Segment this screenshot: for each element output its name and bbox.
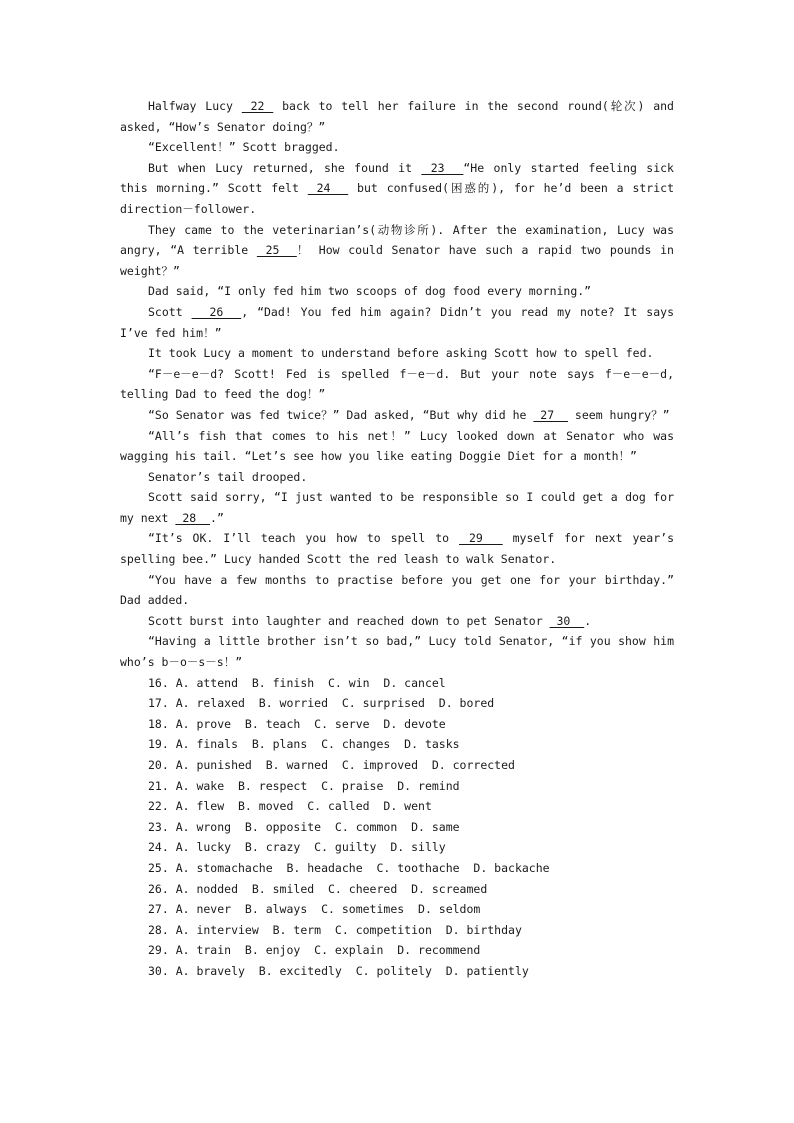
passage-paragraph xyxy=(120,302,674,343)
paragraph-text: back to tell her failure in the second round(轮次) and asked, “How’s Senator doing？” xyxy=(120,99,674,134)
paragraph-text: It took Lucy a moment to understand before asking Scott how to spell fed. xyxy=(148,346,654,361)
paragraph-text: myself for next year’s spelling bee.” Lucy handed Scott the red leash to walk Senator. xyxy=(120,531,674,567)
paragraph-text: Scott said sorry, “I just wanted to be responsible so I could get a dog for my next xyxy=(120,490,674,525)
answer-blank: 27 xyxy=(533,407,568,422)
passage-paragraph xyxy=(120,281,674,302)
option-line: 18. A. prove B. teach C. serve D. devote xyxy=(148,716,446,731)
option-line: 26. A. nodded B. smiled C. cheered D. screamed xyxy=(148,881,488,896)
answer-options xyxy=(120,673,674,982)
passage-paragraph xyxy=(120,405,674,426)
passage-paragraph xyxy=(120,570,674,611)
paragraph-text: . xyxy=(584,613,592,628)
passage-paragraph xyxy=(120,364,674,405)
paragraph-text: Halfway Lucy xyxy=(148,99,242,113)
option-line: 21. A. wake B. respect C. praise D. remind xyxy=(148,778,460,793)
passage-paragraph xyxy=(120,158,674,220)
option-line: 17. A. relaxed B. worried C. surprised D. bored xyxy=(148,696,495,711)
answer-blank: 30 xyxy=(549,613,585,628)
paragraph-text: “F－e－e－d? Scott! Fed is spelled f－e－d. But your note says f－e－e－d, telling Dad to feed the dog！” xyxy=(120,366,674,402)
passage-paragraph xyxy=(120,611,674,632)
paragraph-text: “All’s fish that comes to his net！” Lucy looked down at Senator who was wagging his tail. “Let’s see how you like eating Doggie Diet for a month！” xyxy=(120,428,674,464)
passage-paragraph xyxy=(120,528,674,569)
option-line: 27. A. never B. always C. sometimes D. seldom xyxy=(148,902,481,917)
paragraph-text: .” xyxy=(210,510,224,525)
option-line: 20. A. punished B. warned C. improved D. corrected xyxy=(148,758,515,772)
answer-blank: 26 xyxy=(191,304,242,319)
passage-paragraph xyxy=(120,467,674,488)
option-line: 23. A. wrong B. opposite C. common D. same xyxy=(148,819,460,834)
option-line: 24. A. lucky B. crazy C. guilty D. silly xyxy=(148,840,446,855)
option-line: 29. A. train B. enjoy C. explain D. recommend xyxy=(148,943,481,958)
passage-paragraph xyxy=(120,487,674,528)
option-line: 19. A. finals B. plans C. changes D. tasks xyxy=(148,737,460,752)
passage-paragraph xyxy=(120,426,674,467)
paragraph-text: But when Lucy returned, she found it xyxy=(148,160,422,175)
paragraph-text: , “Dad! You fed him again? Didn’t you read my note? It says I’ve fed him！” xyxy=(120,304,674,340)
answer-blank: 28 xyxy=(175,510,211,525)
paragraph-text: but confused(困惑的), for he’d been a strict direction－follower. xyxy=(120,181,675,216)
option-line: 22. A. flew B. moved C. called D. went xyxy=(148,799,432,814)
answer-blank: 22 xyxy=(241,99,274,113)
answer-blank: 23 xyxy=(421,160,464,175)
paragraph-text: Dad said, “I only fed him two scoops of dog food every morning.” xyxy=(148,284,592,299)
paragraph-text: They came to the veterinarian’s(动物诊所). After the examination, Lucy was angry, “A terrible xyxy=(120,222,674,258)
option-line: 16. A. attend B. finish C. win D. cancel xyxy=(148,675,446,690)
paragraph-text: ！ How could Senator have such a rapid two pounds in weight？” xyxy=(120,243,674,278)
answer-blank: 25 xyxy=(256,243,297,258)
answer-blank: 29 xyxy=(459,531,503,546)
passage-paragraph xyxy=(120,631,674,672)
option-line: 28. A. interview B. term C. competition D. birthday xyxy=(148,922,522,937)
document-page xyxy=(120,96,674,982)
paragraph-text: “Having a little brother isn’t so bad,” Lucy told Senator, “if you show him who’s b－o－s－s！” xyxy=(120,634,674,670)
paragraph-text: “You have a few months to practise before you get one for your birthday.” Dad added. xyxy=(120,572,674,608)
option-line: 30. A. bravely B. excitedly C. politely D. patiently xyxy=(148,963,529,978)
paragraph-text: “So Senator was fed twice？” Dad asked, “But why did he xyxy=(148,407,534,422)
passage xyxy=(120,96,674,673)
passage-paragraph xyxy=(120,96,674,137)
paragraph-text: “Excellent！” Scott bragged. xyxy=(148,140,340,155)
paragraph-text: Scott xyxy=(148,304,192,319)
paragraph-text: “It’s OK. I’ll teach you how to spell to xyxy=(148,531,460,546)
option-line: 25. A. stomachache B. headache C. toothache D. backache xyxy=(148,860,550,875)
answer-blank: 24 xyxy=(307,181,349,196)
passage-paragraph xyxy=(120,137,674,158)
passage-paragraph xyxy=(120,220,674,282)
paragraph-text: “He only started feeling sick this morning.” Scott felt xyxy=(120,160,674,196)
passage-paragraph xyxy=(120,343,674,364)
paragraph-text: seem hungry？” xyxy=(568,407,670,422)
paragraph-text: Scott burst into laughter and reached down to pet Senator xyxy=(148,613,550,628)
paragraph-text: Senator’s tail drooped. xyxy=(148,469,308,484)
